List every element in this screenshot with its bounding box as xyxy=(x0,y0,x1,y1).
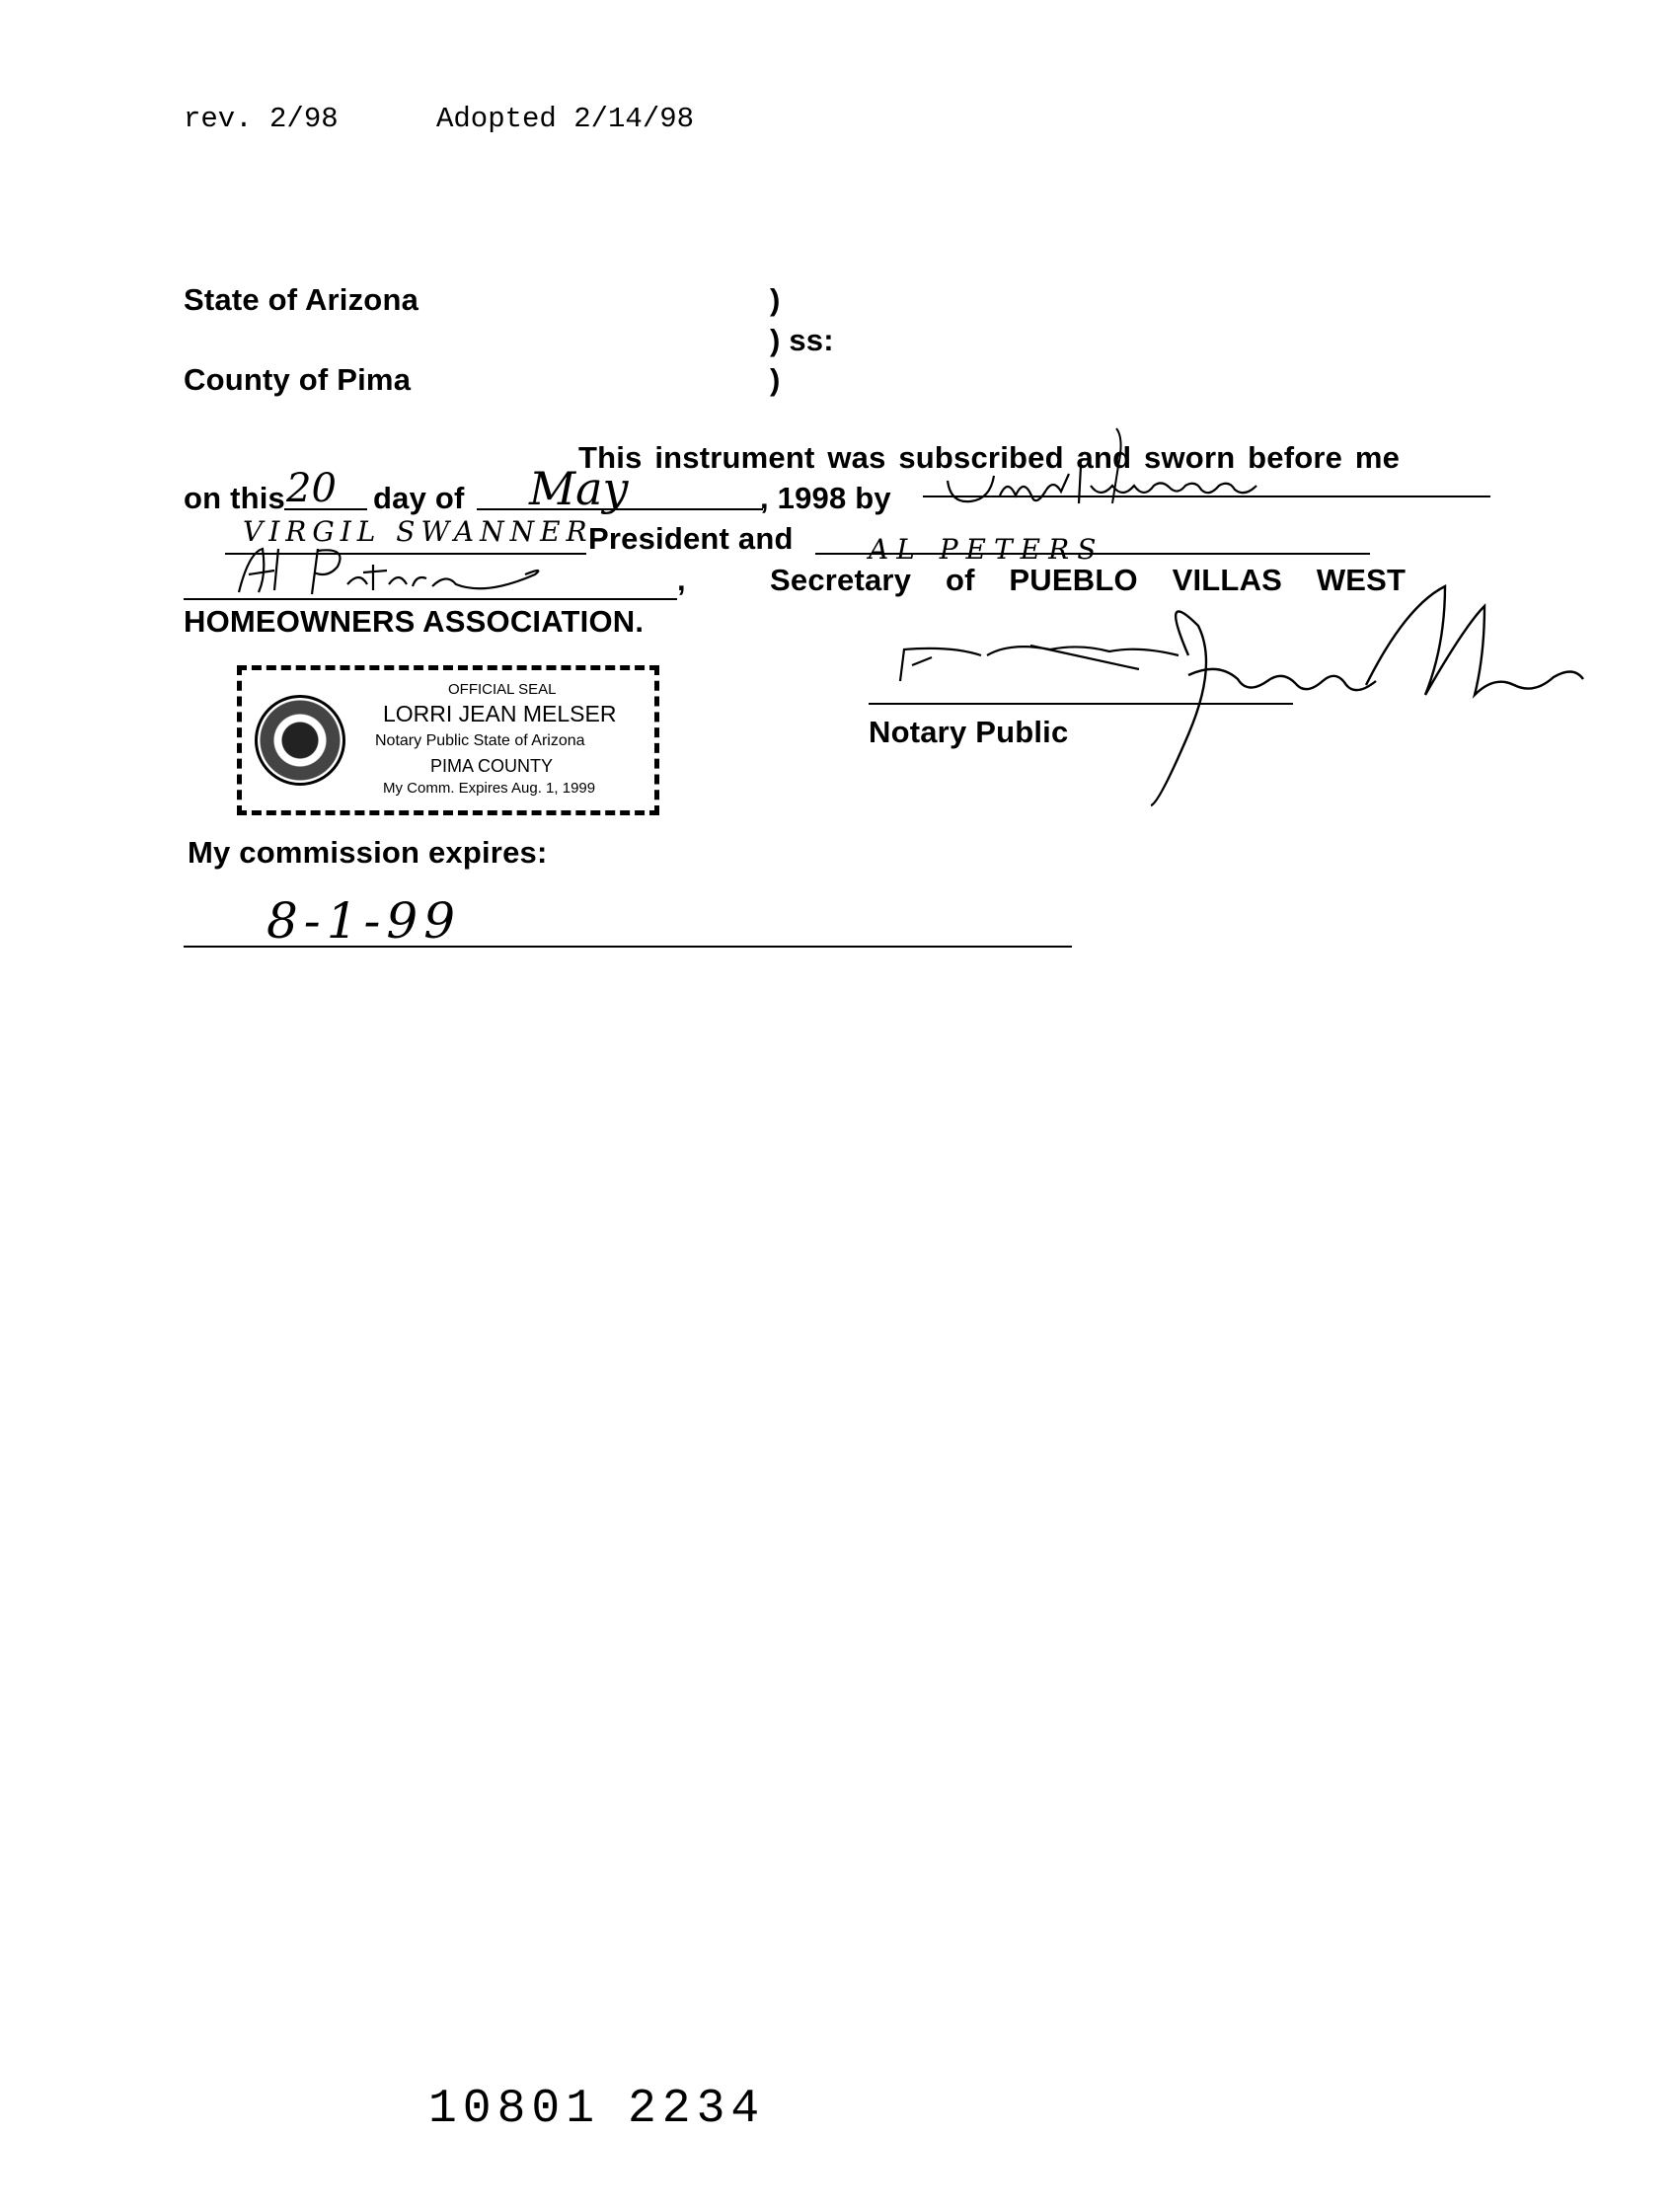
seal-title: OFFICIAL SEAL xyxy=(448,681,557,698)
president-name: VIRGIL SWANNER xyxy=(243,515,593,548)
state-seal-emblem xyxy=(255,695,345,786)
day-blank xyxy=(284,508,367,510)
notary-public-label: Notary Public xyxy=(869,715,1069,749)
ss-label: ) ss: xyxy=(770,323,834,357)
month-value: May xyxy=(529,462,629,515)
association-label: HOMEOWNERS ASSOCIATION. xyxy=(184,604,645,639)
secretary-blank xyxy=(815,553,1370,555)
month-blank xyxy=(477,508,763,510)
county-label: County of Pima xyxy=(184,362,412,397)
venue-paren-bottom: ) xyxy=(770,362,781,397)
notary-signature xyxy=(892,586,1603,813)
adopted-note: Adopted 2/14/98 xyxy=(436,103,695,135)
secretary-name: AL PETERS xyxy=(869,533,1104,566)
seal-notary-name: LORRI JEAN MELSER xyxy=(383,701,617,726)
day-of-label: day of xyxy=(373,481,465,515)
seal-role: Notary Public State of Arizona xyxy=(375,732,585,749)
official-seal xyxy=(237,665,659,815)
state-label: State of Arizona xyxy=(184,282,419,317)
on-this-label: on this xyxy=(184,481,285,515)
revision-note: rev. 2/98 xyxy=(184,103,339,135)
peters-signature xyxy=(229,545,565,604)
day-value: 20 xyxy=(286,466,337,511)
commission-blank xyxy=(184,946,1072,948)
secretary-of-label: Secretary of PUEBLO VILLAS WEST xyxy=(770,563,1407,597)
commission-value: 8-1-99 xyxy=(266,892,462,950)
swanner-signature xyxy=(943,456,1377,515)
venue-paren-top: ) xyxy=(770,282,781,317)
president-and-label: President and xyxy=(588,521,794,556)
document-number-b: 2234 xyxy=(628,2083,766,2136)
notary-signature-blank xyxy=(869,703,1293,705)
comma: , xyxy=(677,563,686,597)
jurat-line-1: This instrument was subscribed and sworn before me xyxy=(578,440,1401,475)
document-number-a: 10801 xyxy=(428,2083,601,2136)
seal-expires: My Comm. Expires Aug. 1, 1999 xyxy=(383,780,596,797)
commission-label: My commission expires: xyxy=(188,835,548,870)
seal-county: PIMA COUNTY xyxy=(430,756,554,776)
year-by-label: , 1998 by xyxy=(760,481,891,515)
peters-blank xyxy=(184,598,677,600)
